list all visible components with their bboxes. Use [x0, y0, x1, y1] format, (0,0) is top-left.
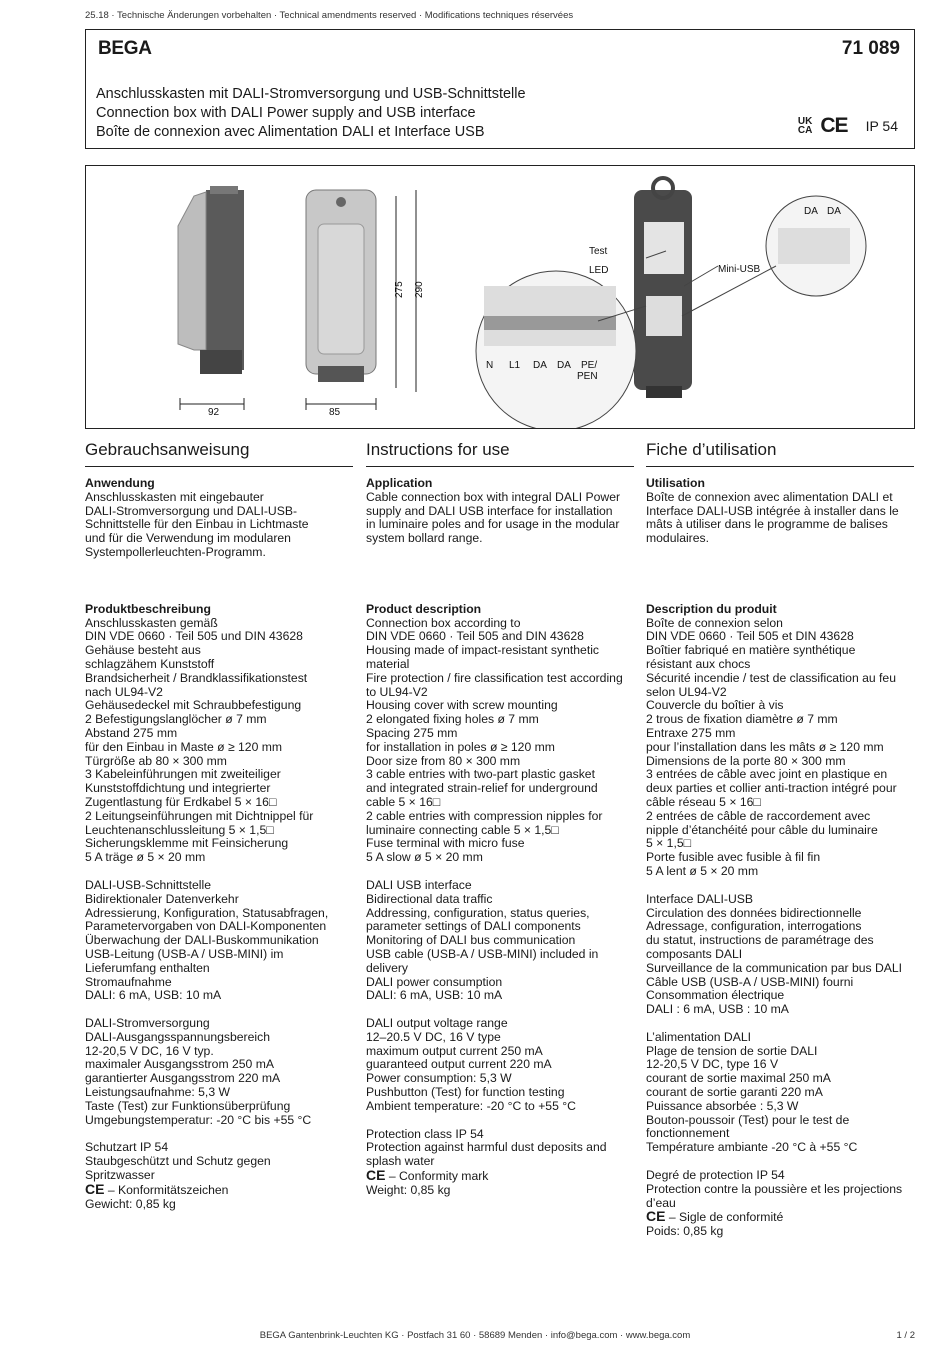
description-line: câble réseau 5 × 16□	[646, 794, 761, 809]
description-line: Puissance absorbée : 5,3 W	[646, 1098, 799, 1113]
description-line: Spacing 275 mm	[366, 725, 458, 740]
description-line: 5 A lent ø 5 × 20 mm	[646, 863, 759, 878]
description-line: Consommation électrique	[646, 988, 785, 1003]
subtitle-fr: Boîte de connexion avec Alimentation DALI et Interface USB	[96, 124, 485, 140]
description-line: garantierter Ausgangsstrom 220 mA	[85, 1071, 281, 1086]
description-line: DALI-Ausgangsspannungsbereich	[85, 1029, 270, 1044]
description-line: nipple d’étanchéité pour câble du luminaire	[646, 822, 878, 837]
spacer	[646, 546, 916, 603]
spacer	[366, 546, 636, 603]
description-line: cable 5 × 16□	[366, 794, 441, 809]
description-line: DALI output voltage range	[366, 1016, 508, 1031]
description-line: Überwachung der DALI-Buskommunikation	[85, 933, 319, 948]
description-line: Door size from 80 × 300 mm	[366, 753, 521, 768]
description-line: DALI-USB-Schnittstelle	[85, 877, 211, 892]
side-view-drawing	[178, 186, 244, 410]
section-title-application: Application	[366, 476, 433, 490]
description-line: Leuchtenanschlussleitung 5 × 1,5□	[85, 822, 274, 837]
description-line: Boîte de connexion selon	[646, 615, 783, 630]
subtitle-en: Connection box with DALI Power supply and USB interface	[96, 105, 476, 121]
description-line: 2 entrées de câble de raccordement avec	[646, 808, 871, 823]
description-line: L’alimentation DALI	[646, 1029, 752, 1044]
description-line: nach UL94-V2	[85, 684, 163, 699]
description-line: Taste (Test) zur Funktionsüberprüfung	[85, 1098, 291, 1113]
description-line: résistant aux chocs	[646, 656, 751, 671]
weight-line: Poids: 0,85 kg	[646, 1224, 724, 1239]
terminal-label: N	[486, 360, 494, 371]
ce-conformity-text: – Konformitätszeichen	[104, 1182, 229, 1197]
dim-height-inner: 275	[394, 281, 405, 298]
description-line: to UL94-V2	[366, 684, 428, 699]
ce-mark: CE	[85, 1180, 105, 1197]
description-line: composants DALI	[646, 946, 743, 961]
weight-line: Weight: 0,85 kg	[366, 1182, 451, 1197]
ce-conformity-text: – Sigle de conformité	[665, 1210, 784, 1225]
application-line: system bollard range.	[366, 531, 483, 546]
open-box-drawing	[634, 178, 692, 398]
description-line: DIN VDE 0660 · Teil 505 and DIN 43628	[366, 629, 584, 644]
terminal-label: L1	[509, 360, 521, 371]
spacer	[85, 865, 355, 879]
description-line: DALI: 6 mA, USB: 10 mA	[366, 988, 503, 1003]
terminal-label: DA	[557, 360, 571, 371]
terminal-label: PE/	[581, 360, 598, 371]
description-line: splash water	[366, 1154, 435, 1169]
section-title-application: Anwendung	[85, 476, 155, 490]
section-title-application: Utilisation	[646, 476, 705, 490]
description-line: 5 A träge ø 5 × 20 mm	[85, 850, 206, 865]
description-line: fonctionnement	[646, 1126, 730, 1141]
description-line: Degré de protection IP 54	[646, 1168, 785, 1183]
terminal-zoom-drawing	[476, 271, 646, 428]
section-title-description: Product description	[366, 601, 482, 616]
description-line: Anschlusskasten gemäß	[85, 615, 218, 630]
description-line: Gehäusedeckel mit Schraubbefestigung	[85, 698, 302, 713]
dim-side-width: 92	[208, 407, 220, 418]
description-line: DALI USB interface	[366, 877, 472, 892]
description-line: Sicherungsklemme mit Feinsicherung	[85, 836, 289, 851]
description-line: guaranteed output current 220 mA	[366, 1057, 552, 1072]
application-line: supply and DALI USB interface for installation	[366, 503, 613, 518]
application-line: Schnittstelle für den Einbau in Lichtmaste	[85, 517, 309, 532]
description-line: 2 Befestigungslanglöcher ø 7 mm	[85, 712, 267, 727]
description-line: Couvercle du boîtier à vis	[646, 698, 784, 713]
weight-line: Gewicht: 0,85 kg	[85, 1196, 176, 1211]
description-line: Zugentlastung für Erdkabel 5 × 16□	[85, 794, 277, 809]
description-line: courant de sortie maximal 250 mA	[646, 1071, 831, 1086]
description-line: Fuse terminal with micro fuse	[366, 836, 525, 851]
description-line: 12–20.5 V DC, 16 V type	[366, 1029, 501, 1044]
description-line: Abstand 275 mm	[85, 725, 178, 740]
description-line: Umgebungstemperatur: -20 °C bis +55 °C	[85, 1112, 312, 1127]
label-da-1: DA	[804, 206, 818, 217]
ce-mark: CE	[366, 1167, 386, 1184]
description-line: Power consumption: 5,3 W	[366, 1071, 512, 1086]
description-line: courant de sortie garanti 220 mA	[646, 1085, 823, 1100]
ce-conformity-line	[85, 1180, 355, 1198]
heading-de: Gebrauchsanweisung	[85, 440, 353, 467]
application-line: Cable connection box with integral DALI Power	[366, 489, 621, 504]
application-line: Anschlusskasten mit eingebauter	[85, 489, 264, 504]
description-line: Housing made of impact-resistant synthetic	[366, 643, 600, 658]
description-line: delivery	[366, 960, 408, 975]
description-line: Türgröße ab 80 × 300 mm	[85, 753, 227, 768]
description-line: Gehäuse besteht aus	[85, 643, 201, 658]
label-led: LED	[589, 265, 609, 276]
description-line: Surveillance de la communication par bus DALI	[646, 960, 903, 975]
column-en	[366, 477, 636, 1198]
product-figure	[85, 165, 915, 429]
spacer	[85, 1127, 355, 1141]
amendments-notice: 25.18 · Technische Änderungen vorbehalten · Technical amendments reserved · Modifications techniques réservées	[85, 10, 574, 21]
description-line: Boîtier fabriqué en matière synthétique	[646, 643, 856, 658]
description-line: 12-20,5 V DC, 16 V typ.	[85, 1043, 214, 1058]
description-line: Bidirektionaler Datenverkehr	[85, 891, 239, 906]
dim-front-width: 85	[329, 407, 341, 418]
application-line: Systempollerleuchten-Programm.	[85, 544, 266, 559]
description-line: Connection box according to	[366, 615, 521, 630]
terminal-label: DA	[533, 360, 547, 371]
spacer	[85, 560, 355, 603]
description-line: 2 cable entries with compression nipples for	[366, 808, 603, 823]
description-line: pour l’installation dans les mâts ø ≥ 120 mm	[646, 739, 884, 754]
description-line: Housing cover with screw mounting	[366, 698, 558, 713]
description-line: Addressing, configuration, status queries,	[366, 905, 590, 920]
description-line: Staubgeschützt und Schutz gegen	[85, 1154, 271, 1169]
description-line: 12-20,5 V DC, type 16 V	[646, 1057, 779, 1072]
description-line: Adressage, configuration, interrogations	[646, 919, 862, 934]
column-de	[85, 477, 355, 1211]
description-line: Pushbutton (Test) for function testing	[366, 1085, 565, 1100]
description-line: Dimensions de la porte 80 × 300 mm	[646, 753, 846, 768]
section-title-description: Description du produit	[646, 601, 777, 616]
description-line: Lieferumfang enthalten	[85, 960, 210, 975]
description-line: Sécurité incendie / test de classification au feu	[646, 670, 896, 685]
description-line: Kunststoffdichtung und integrierter	[85, 781, 271, 796]
front-view-drawing	[306, 190, 416, 410]
application-line: Interface DALI-USB intégrée à installer dans le	[646, 503, 899, 518]
heading-en: Instructions for use	[366, 440, 634, 467]
description-line: Monitoring of DALI bus communication	[366, 933, 576, 948]
dim-height-outer: 290	[414, 281, 425, 298]
description-line: Bouton-poussoir (Test) pour le test de	[646, 1112, 850, 1127]
description-line: and integrated strain-relief for underground	[366, 781, 598, 796]
ce-conformity-text: – Conformity mark	[385, 1169, 489, 1184]
description-line: Schutzart IP 54	[85, 1140, 169, 1155]
spacer	[366, 1114, 636, 1128]
description-line: du statut, instructions de paramétrage des	[646, 933, 874, 948]
description-line: Spritzwasser	[85, 1168, 155, 1183]
description-line: Leistungsaufnahme: 5,3 W	[85, 1085, 230, 1100]
heading-fr: Fiche d’utilisation	[646, 440, 914, 467]
description-line: 5 A slow ø 5 × 20 mm	[366, 850, 483, 865]
description-line: DALI: 6 mA, USB: 10 mA	[85, 988, 222, 1003]
application-line: DALI-Stromversorgung und DALI-USB-	[85, 503, 298, 518]
description-line: 5 × 1,5□	[646, 836, 691, 851]
ukca-mark: UK CA	[797, 116, 813, 136]
footer-address: BEGA Gantenbrink-Leuchten KG · Postfach 31 60 · 58689 Menden · info@bega.com · www.bega.com	[259, 1330, 691, 1341]
description-line: USB-Leitung (USB-A / USB-MINI) im	[85, 946, 284, 961]
description-line: Entraxe 275 mm	[646, 725, 736, 740]
description-line: für den Einbau in Maste ø ≥ 120 mm	[85, 739, 283, 754]
ce-mark: CE	[646, 1208, 666, 1225]
description-line: Porte fusible avec fusible à fil fin	[646, 850, 821, 865]
spacer	[646, 1155, 916, 1169]
technical-drawing	[86, 166, 914, 428]
label-da-2: DA	[827, 206, 841, 217]
certification-marks	[798, 114, 898, 138]
section-title-description: Produktbeschreibung	[85, 601, 211, 616]
spacer	[366, 1003, 636, 1017]
application-line: und für die Verwendung im modularen	[85, 531, 291, 546]
brand-name: BEGA	[98, 38, 152, 59]
description-line: schlagzähem Kunststoff	[85, 656, 215, 671]
description-line: Protection against harmful dust deposits and	[366, 1140, 607, 1155]
description-line: DALI-Stromversorgung	[85, 1016, 210, 1031]
description-line: USB cable (USB-A / USB-MINI) included in	[366, 946, 599, 961]
description-line: 3 cable entries with two-part plastic gasket	[366, 767, 595, 782]
description-line: Bidirectional data traffic	[366, 891, 493, 906]
description-line: material	[366, 656, 410, 671]
description-line: Circulation des données bidirectionnelle	[646, 905, 862, 920]
description-line: Protection class IP 54	[366, 1126, 484, 1141]
spacer	[646, 1017, 916, 1031]
label-test: Test	[589, 246, 608, 257]
description-line: maximum output current 250 mA	[366, 1043, 543, 1058]
ce-conformity-line	[646, 1210, 916, 1225]
description-line: DALI : 6 mA, USB : 10 mA	[646, 1002, 789, 1017]
description-line: selon UL94-V2	[646, 684, 727, 699]
column-fr	[646, 477, 916, 1239]
page-number: 1 / 2	[896, 1330, 915, 1341]
spacer	[85, 1003, 355, 1017]
description-line: Adressierung, Konfiguration, Statusabfragen,	[85, 905, 329, 920]
ce-mark: CE	[820, 114, 848, 137]
description-line: parameter settings of DALI components	[366, 919, 581, 934]
ip-rating: IP 54	[865, 118, 898, 134]
description-line: deux parties et collier anti-traction intégré pour	[646, 781, 897, 796]
description-line: 2 Leitungseinführungen mit Dichtnippel für	[85, 808, 314, 823]
article-number: 71 089	[841, 38, 900, 59]
description-line: Câble USB (USB-A / USB-MINI) fourni	[646, 974, 854, 989]
description-line: Température ambiante -20 °C à +55 °C	[646, 1140, 858, 1155]
description-line: Parametervorgaben von DALI-Komponenten	[85, 919, 327, 934]
spacer	[366, 865, 636, 879]
description-line: Fire protection / fire classification test according	[366, 670, 623, 685]
ce-conformity-line	[366, 1169, 636, 1184]
description-line: Plage de tension de sortie DALI	[646, 1043, 818, 1058]
description-line: DALI power consumption	[366, 974, 503, 989]
spacer	[646, 879, 916, 893]
description-line: Protection contre la poussière et les projections	[646, 1181, 903, 1196]
description-line: 2 elongated fixing holes ø 7 mm	[366, 712, 539, 727]
description-line: d’eau	[646, 1195, 676, 1210]
description-line: 3 Kabeleinführungen mit zweiteiliger	[85, 767, 281, 782]
description-line: DIN VDE 0660 · Teil 505 et DIN 43628	[646, 629, 854, 644]
terminal-label: PEN	[577, 371, 598, 382]
description-line: 3 entrées de câble avec joint en plastique en	[646, 767, 888, 782]
application-line: modulaires.	[646, 531, 709, 546]
description-line: Brandsicherheit / Brandklassifikationstest	[85, 670, 308, 685]
description-line: DIN VDE 0660 · Teil 505 und DIN 43628	[85, 629, 303, 644]
application-line: mâts à utiliser dans le programme de balises	[646, 517, 888, 532]
application-line: in luminaire poles and for usage in the modular	[366, 517, 620, 532]
description-line: Stromaufnahme	[85, 974, 172, 989]
description-line: maximaler Ausgangsstrom 250 mA	[85, 1057, 274, 1072]
description-line: 2 trous de fixation diamètre ø 7 mm	[646, 712, 838, 727]
description-line: for installation in poles ø ≥ 120 mm	[366, 739, 555, 754]
description-line: Interface DALI-USB	[646, 891, 754, 906]
header-box	[85, 29, 915, 149]
description-line: luminaire connecting cable 5 × 1,5□	[366, 822, 559, 837]
label-mini-usb: Mini-USB	[718, 264, 761, 275]
description-line: Ambient temperature: -20 °C to +55 °C	[366, 1098, 576, 1113]
application-line: Boîte de connexion avec alimentation DALI et	[646, 489, 893, 504]
subtitle-de: Anschlusskasten mit DALI-Stromversorgung und USB-Schnittstelle	[96, 86, 526, 102]
